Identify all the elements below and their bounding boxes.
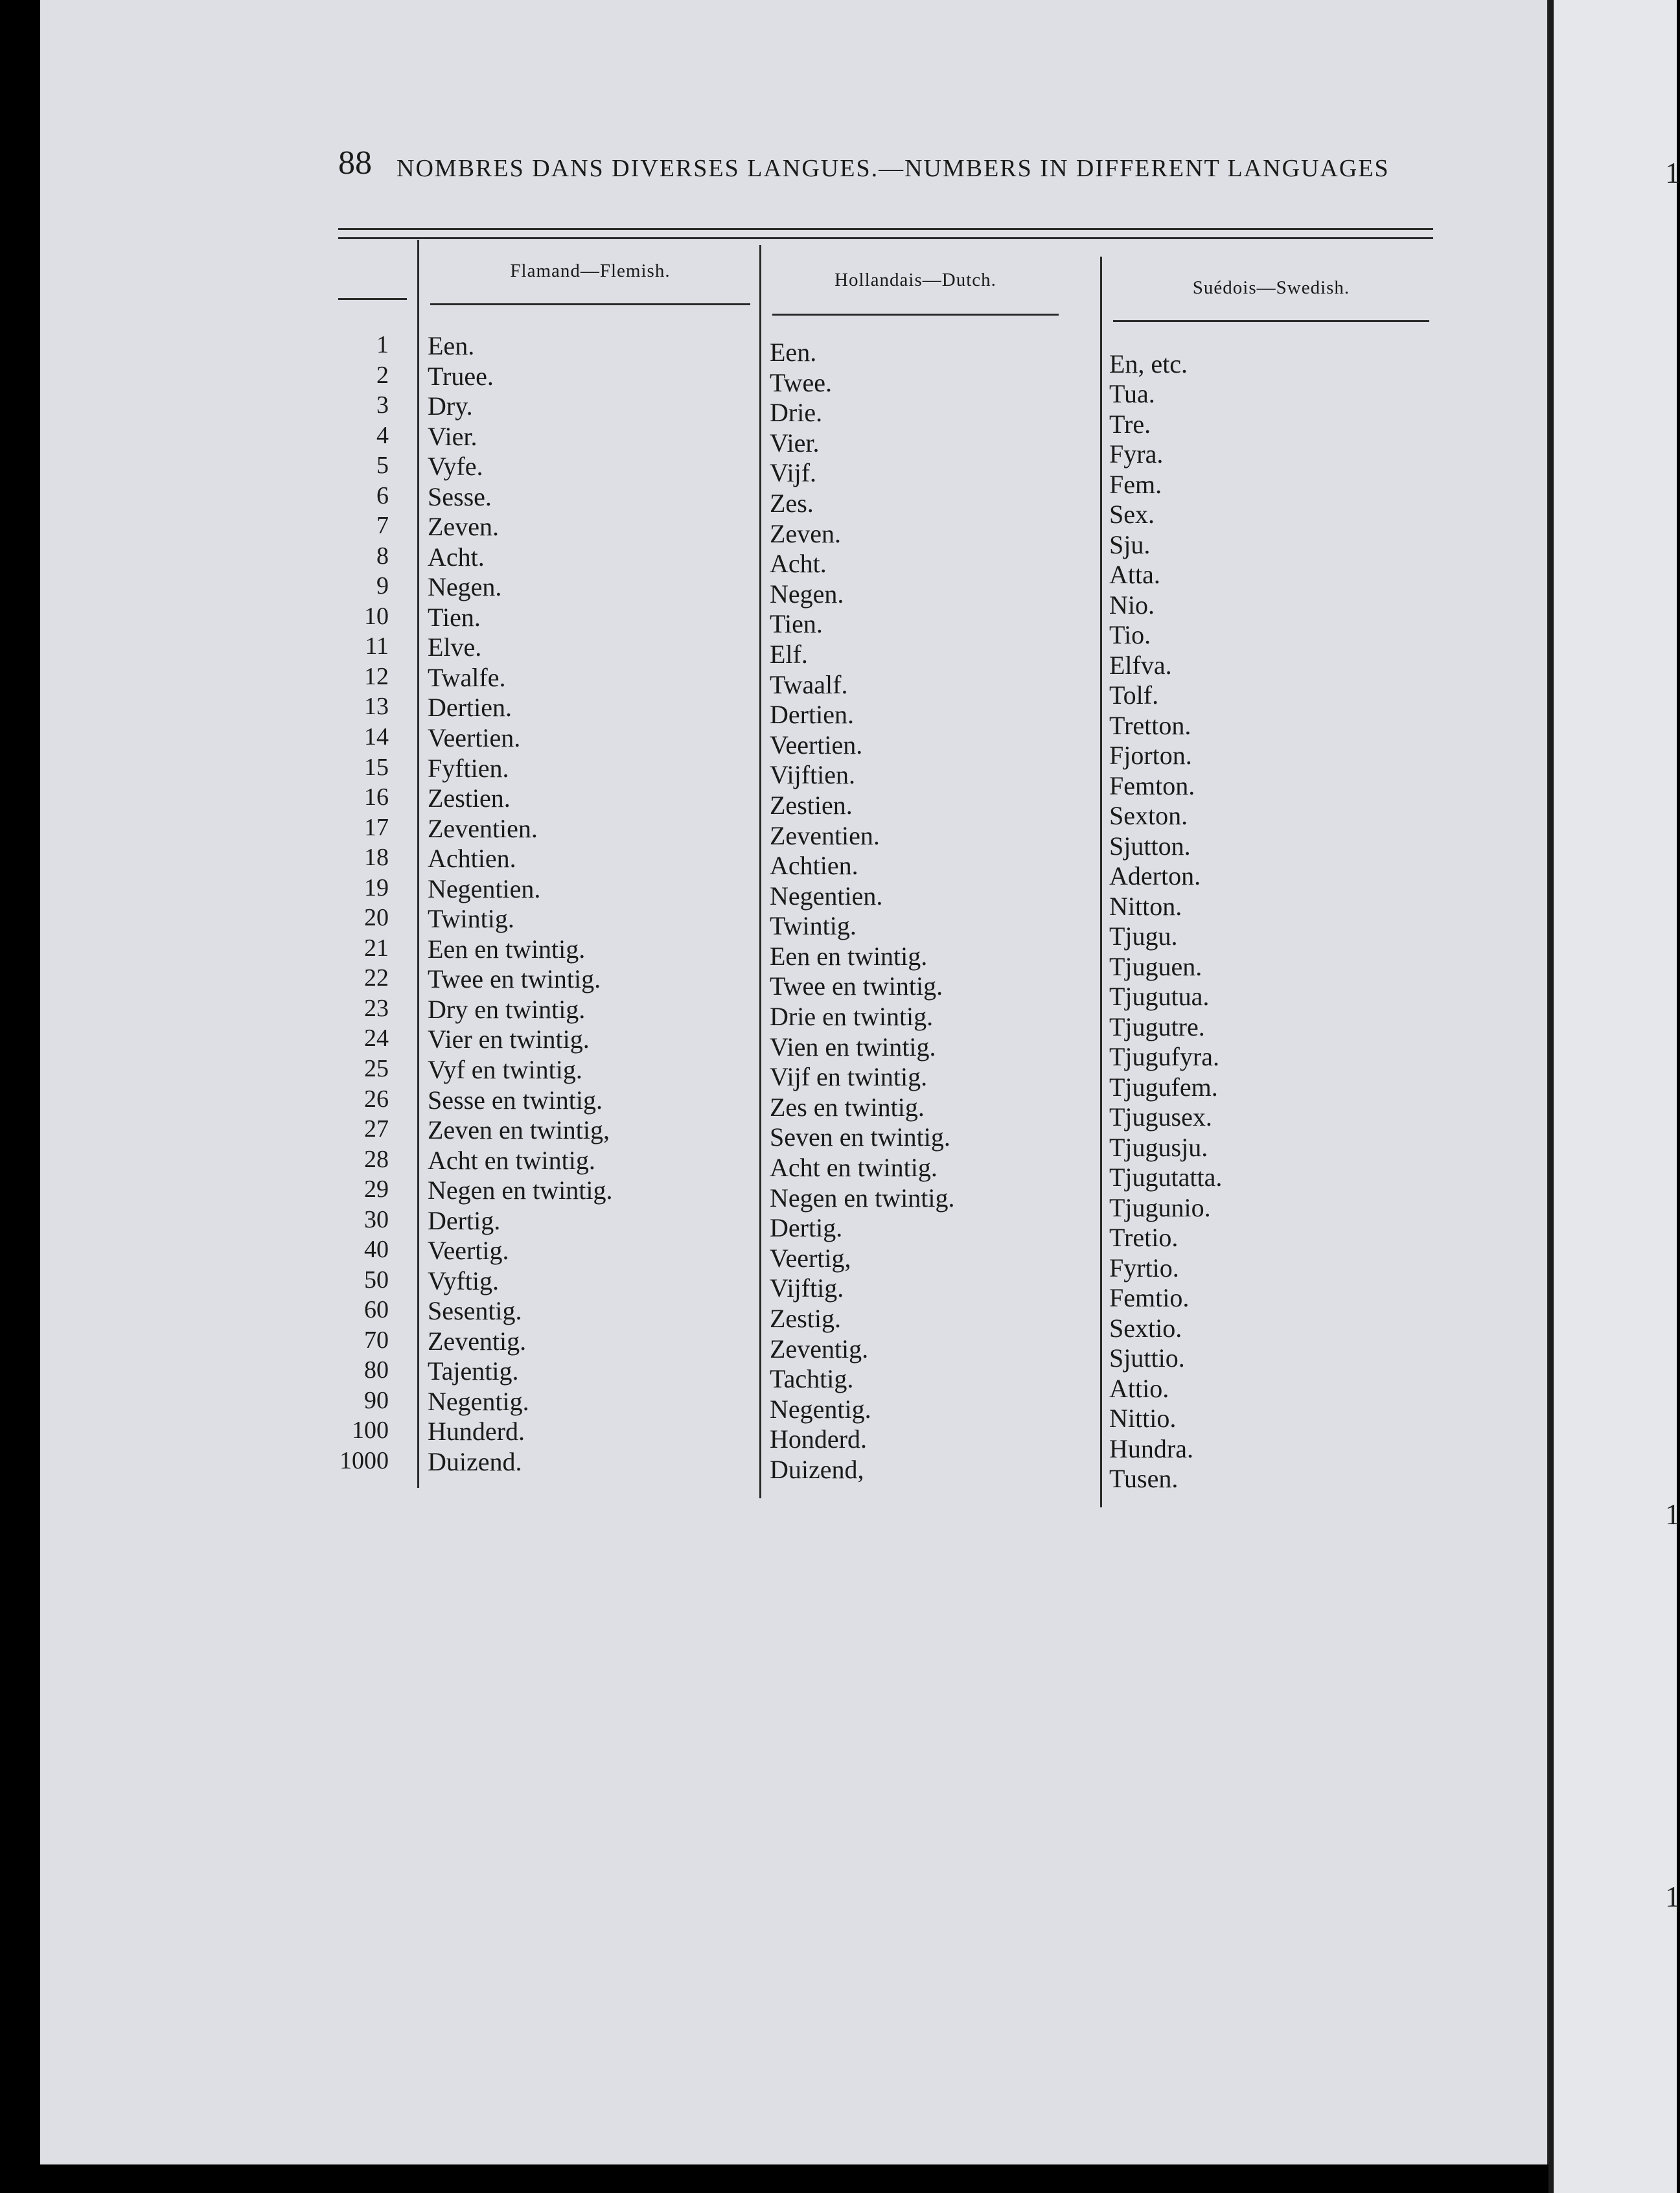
row-number: 10 — [364, 602, 389, 630]
flemish-header-rule — [430, 303, 750, 305]
dutch-word: Achtien. — [770, 851, 858, 881]
swedish-word: Tjugusju. — [1109, 1132, 1208, 1162]
swedish-word: Fem. — [1109, 469, 1162, 499]
dutch-word: Vijf en twintig. — [770, 1062, 928, 1092]
facing-page-edge — [1548, 0, 1680, 2193]
swedish-word: Tjugutatta. — [1109, 1163, 1223, 1192]
row-number: 90 — [364, 1386, 389, 1414]
row-number: 3 — [376, 391, 389, 419]
dutch-word: Zeventig. — [770, 1334, 869, 1363]
swedish-word: Nio. — [1109, 590, 1155, 620]
flemish-word: Twalfe. — [428, 662, 506, 692]
swedish-word: Sex. — [1109, 500, 1155, 529]
flemish-word: Sesentig. — [428, 1296, 522, 1326]
row-number: 11 — [365, 632, 389, 660]
page-number: 88 — [338, 145, 372, 181]
flemish-word: Vyfe. — [428, 452, 483, 482]
dutch-word: Zeventien. — [770, 820, 880, 850]
row-number: 2 — [376, 361, 389, 389]
swedish-word: Tretio. — [1109, 1223, 1179, 1253]
flemish-word: Duizend. — [428, 1447, 522, 1476]
row-number: 5 — [376, 452, 389, 480]
flemish-word: Negen. — [428, 572, 502, 602]
swedish-word: Hundra. — [1109, 1433, 1193, 1463]
row-number: 16 — [364, 783, 389, 811]
row-number: 70 — [364, 1326, 389, 1354]
swedish-word: Sjuttio. — [1109, 1343, 1185, 1373]
flemish-word: Fyftien. — [428, 753, 509, 783]
row-number: 8 — [376, 542, 389, 570]
swedish-word: Tjuguen. — [1109, 951, 1202, 981]
swedish-word: Sexton. — [1109, 801, 1188, 831]
dutch-word: Zes. — [770, 488, 814, 518]
row-number: 13 — [364, 693, 389, 721]
dutch-word: Twaalf. — [770, 669, 848, 699]
dutch-word: Veertien. — [770, 730, 863, 760]
row-number: 22 — [364, 964, 389, 992]
swedish-word: En, etc. — [1109, 349, 1188, 378]
row-number: 4 — [376, 421, 389, 449]
dutch-word: Duizend, — [770, 1455, 864, 1484]
swedish-word: Tjugu. — [1109, 922, 1178, 951]
row-number: 29 — [364, 1176, 389, 1203]
swedish-word: Tretton. — [1109, 710, 1191, 740]
row-number: 7 — [376, 512, 389, 540]
dutch-word: Drie en twintig. — [770, 1002, 934, 1032]
dutch-word: Vier. — [770, 428, 820, 458]
dutch-word: Een. — [770, 338, 817, 367]
flemish-word: Dry en twintig. — [428, 994, 586, 1024]
row-number: 19 — [364, 874, 389, 901]
dutch-word: Veertig, — [770, 1243, 851, 1273]
flemish-word: Sesse en twintig. — [428, 1085, 603, 1115]
column-divider — [417, 240, 419, 1488]
dutch-word: Twee en twintig. — [770, 971, 943, 1001]
row-number: 24 — [364, 1025, 389, 1052]
row-number: 17 — [364, 813, 389, 841]
facing-page-fragment: 1 — [1665, 156, 1680, 189]
dutch-word: Vijf. — [770, 458, 817, 488]
column-header-swedish: Suédois—Swedish. — [1192, 277, 1350, 298]
row-number: 23 — [364, 994, 389, 1022]
dutch-word: Elf. — [770, 639, 808, 669]
row-number: 6 — [376, 482, 389, 509]
row-number: 25 — [364, 1054, 389, 1082]
dutch-word: Tien. — [770, 609, 823, 639]
facing-page-fragment: 1 — [1665, 1880, 1680, 1913]
row-number: 30 — [364, 1205, 389, 1233]
dutch-header-rule — [772, 314, 1059, 316]
dutch-word: Negentig. — [770, 1394, 871, 1424]
flemish-word: Een. — [428, 331, 475, 360]
row-number: 50 — [364, 1266, 389, 1294]
flemish-word: Twintig. — [428, 904, 514, 934]
flemish-word: Zestien. — [428, 783, 511, 813]
flemish-word: Dertien. — [428, 693, 512, 723]
flemish-word: Elve. — [428, 632, 482, 662]
flemish-word: Veertig. — [428, 1236, 509, 1266]
row-number: 1000 — [339, 1447, 389, 1474]
row-number: 12 — [364, 662, 389, 690]
swedish-word: Nittio. — [1109, 1404, 1177, 1433]
page-header — [338, 144, 1446, 196]
facing-page-binding-rule — [1548, 0, 1554, 2193]
flemish-word: Achtien. — [428, 844, 516, 874]
swedish-word: Sjutton. — [1109, 831, 1191, 861]
row-number: 80 — [364, 1356, 389, 1384]
flemish-word: Dertig. — [428, 1205, 501, 1235]
flemish-word: Negentien. — [428, 874, 541, 903]
swedish-word: Tjugutua. — [1109, 982, 1210, 1012]
swedish-word: Atta. — [1109, 560, 1160, 590]
swedish-word: Femtio. — [1109, 1283, 1190, 1313]
swedish-word: Tjugufyra. — [1109, 1042, 1219, 1072]
dutch-word: Vijftig. — [770, 1273, 844, 1303]
flemish-word: Twee en twintig. — [428, 964, 601, 994]
swedish-word: Attio. — [1109, 1373, 1169, 1403]
swedish-word: Femton. — [1109, 771, 1195, 800]
swedish-word: Fjorton. — [1109, 741, 1192, 771]
flemish-word: Truee. — [428, 361, 494, 391]
dutch-word: Vien en twintig. — [770, 1032, 936, 1062]
swedish-word: Tolf. — [1109, 680, 1159, 710]
flemish-word: Vier. — [428, 421, 478, 451]
swedish-word: Sju. — [1109, 529, 1151, 559]
dutch-word: Zeven. — [770, 518, 841, 548]
dutch-word: Twee. — [770, 367, 833, 397]
flemish-word: Zeventien. — [428, 813, 538, 843]
row-number: 100 — [352, 1417, 389, 1445]
number-column-rule — [338, 298, 407, 300]
dutch-word: Seven en twintig. — [770, 1122, 950, 1152]
dutch-word: Dertien. — [770, 700, 854, 730]
dutch-word: Tachtig. — [770, 1364, 854, 1394]
running-title: NOMBRES DANS DIVERSES LANGUES.—NUMBERS IN DIFFERENT LANGUAGES — [397, 155, 1390, 182]
row-number: 21 — [364, 934, 389, 962]
flemish-word: Sesse. — [428, 482, 492, 511]
dutch-word: Negen. — [770, 579, 844, 609]
swedish-word: Tre. — [1109, 409, 1151, 439]
dutch-word: Zestig. — [770, 1304, 841, 1334]
dutch-word: Zes en twintig. — [770, 1092, 925, 1122]
column-header-flemish: Flamand—Flemish. — [510, 261, 671, 281]
row-number: 40 — [364, 1236, 389, 1264]
flemish-word: Hunderd. — [428, 1417, 525, 1446]
flemish-word: Zeventig. — [428, 1326, 527, 1356]
row-number: 60 — [364, 1296, 389, 1324]
flemish-word: Tien. — [428, 602, 481, 632]
column-header-dutch: Hollandais—Dutch. — [834, 270, 996, 290]
dutch-word: Negentien. — [770, 881, 883, 911]
flemish-word: Negen en twintig. — [428, 1176, 613, 1205]
flemish-word: Zeven. — [428, 512, 499, 542]
dutch-word: Vijftien. — [770, 760, 856, 790]
row-number: 9 — [376, 572, 389, 600]
row-number: 28 — [364, 1145, 389, 1173]
row-number: 14 — [364, 723, 389, 751]
swedish-word: Elfva. — [1109, 650, 1172, 680]
flemish-word: Vier en twintig. — [428, 1025, 590, 1054]
swedish-header-rule — [1113, 320, 1429, 322]
swedish-word: Tua. — [1109, 379, 1155, 409]
table-top-rule — [338, 237, 1433, 239]
swedish-word: Tio. — [1109, 620, 1151, 650]
flemish-word: Acht en twintig. — [428, 1145, 595, 1175]
dutch-word: Honderd. — [770, 1424, 867, 1454]
swedish-word: Sextio. — [1109, 1313, 1182, 1343]
swedish-word: Tusen. — [1109, 1464, 1179, 1493]
flemish-word: Vyftig. — [428, 1266, 499, 1295]
dutch-word: Drie. — [770, 398, 823, 428]
row-number: 27 — [364, 1115, 389, 1143]
flemish-word: Zeven en twintig, — [428, 1115, 610, 1145]
row-number: 20 — [364, 904, 389, 932]
dutch-word: Negen en twintig. — [770, 1183, 955, 1213]
row-number: 26 — [364, 1085, 389, 1113]
swedish-word: Tjugutre. — [1109, 1012, 1205, 1041]
flemish-word: Tajentig. — [428, 1356, 519, 1386]
row-number: 18 — [364, 844, 389, 872]
swedish-word: Fyra. — [1109, 439, 1164, 469]
flemish-word: Negentig. — [428, 1386, 529, 1416]
row-number: 1 — [376, 331, 389, 358]
swedish-word: Aderton. — [1109, 861, 1201, 891]
swedish-word: Tjugusex. — [1109, 1102, 1212, 1132]
flemish-word: Veertien. — [428, 723, 521, 753]
flemish-word: Een en twintig. — [428, 934, 586, 964]
dutch-word: Dertig. — [770, 1213, 843, 1243]
flemish-word: Acht. — [428, 542, 485, 572]
dutch-word: Zestien. — [770, 790, 853, 820]
column-divider — [759, 245, 761, 1498]
table-top-rule — [338, 228, 1433, 230]
facing-page-fragment: 1 — [1665, 1498, 1680, 1531]
dutch-word: Acht. — [770, 549, 827, 579]
flemish-word: Vyf en twintig. — [428, 1054, 582, 1084]
dutch-word: Twintig. — [770, 911, 857, 941]
swedish-word: Nitton. — [1109, 891, 1182, 921]
column-divider — [1100, 257, 1102, 1507]
swedish-word: Tjugunio. — [1109, 1192, 1211, 1222]
swedish-word: Fyrtio. — [1109, 1253, 1179, 1282]
row-number: 15 — [364, 753, 389, 781]
swedish-word: Tjugufem. — [1109, 1072, 1218, 1102]
flemish-word: Dry. — [428, 391, 473, 421]
dutch-word: Acht en twintig. — [770, 1153, 938, 1183]
dutch-word: Een en twintig. — [770, 941, 928, 971]
